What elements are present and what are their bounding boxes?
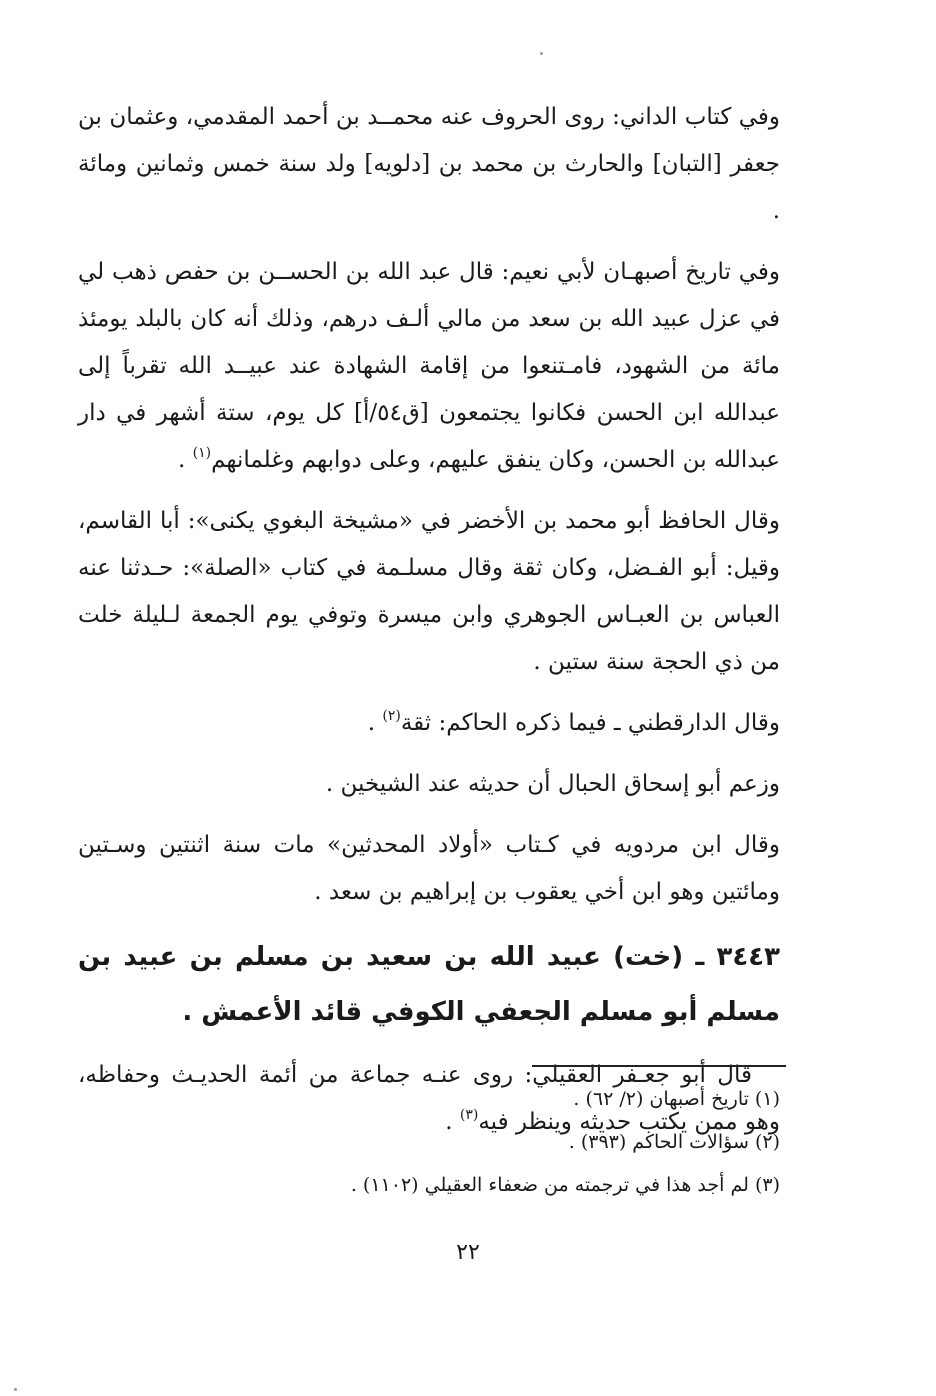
- paragraph-uqayli: قال أبو جعـفر العقيلي: روى عنـه جماعة من أئمة الحديـث وحفاظه، وهو ممن يكتب حديثه وينظر فيه$^{(٣)}$ .: [78, 1062, 780, 1135]
- scan-speck: [14, 1388, 17, 1391]
- scan-speck: [540, 52, 543, 55]
- footnote-3: (٣) لم أجد هذا في ترجمته من ضعفاء العقيلي (١١٠٢) .: [350, 1174, 780, 1196]
- paragraph-dani: وفي كتاب الداني: روى الحروف عنه محمــد بن أحمد المقدمي، وعثمان بن جعفر [التبان] والحارث بن محمد بن [دلويه] ولد سنة خمس وثمانين ومائة .: [78, 104, 780, 224]
- entry-heading: ٣٤٤٣ ـ (خت) عبيد الله بن سعيد بن مسلم بن عبيد بن مسلم أبو مسلم الجعفي الكوفي قائد الأعمش .: [78, 942, 780, 1027]
- footnote-separator: [532, 1065, 786, 1067]
- footnotes: [78, 1078, 780, 1207]
- paragraph-isbahan: وفي تاريخ أصبهـان لأبي نعيم: قال عبد الله بن الحســن بن حفص ذهب لي في عزل عبيد الله بن سعد من مالي ألـف درهم، وذلك أنه كان بالبلد يومئذ مائة من الشهود، فامـتنعوا من إقامة الشهادة عند عبيــد الله تقرباً إلى عبدالله ابن الحسن فكانوا يجتمعون [ق٥٤/أ] كل يوم، ستة أشهر في دار عبدالله بن الحسن، وكان ينفق عليهم، وعلى دوابهم وغلمانهم$^{(١)}$ .: [78, 259, 780, 473]
- footnote-ref-2: (٢): [382, 708, 401, 724]
- footnote-ref-3: (٣): [459, 1107, 479, 1123]
- paragraph-habbal: وزعم أبو إسحاق الحبال أن حديثه عند الشيخين .: [325, 771, 780, 797]
- footnote-1: (١) تاريخ أصبهان (٢/ ٦٢) .: [573, 1088, 780, 1110]
- paragraph-akhdar: وقال الحافظ أبو محمد بن الأخضر في «مشيخة البغوي يكنى»: أبا القاسم، وقيل: أبو الفـضل، وكان ثقة وقال مسلـمة في كتاب «الصلة»: حـدثنا عنه العباس بن العبـاس الجوهري وابن ميسرة وتوفي يوم الجمعة لـليلة خلت من ذي الحجة سنة ستين .: [78, 508, 780, 675]
- footnote-2: (٢) سؤالات الحاكم (٣٩٣) .: [568, 1131, 780, 1153]
- paragraph-daraqutni: وقال الدارقطني ـ فيما ذكره الحاكم: ثقة$^{(٢)}$ .: [367, 708, 780, 736]
- footnote-ref-1: (١): [192, 445, 212, 461]
- main-text: [78, 94, 780, 1160]
- paragraph-mardawayh: وقال ابن مردويه في كـتاب «أولاد المحدثين» مات سنة اثنتين وسـتين ومائتين وهو ابن أخي يعقوب بن إبراهيم بن سعد .: [78, 832, 780, 905]
- page-number: ٢٢: [456, 1240, 480, 1265]
